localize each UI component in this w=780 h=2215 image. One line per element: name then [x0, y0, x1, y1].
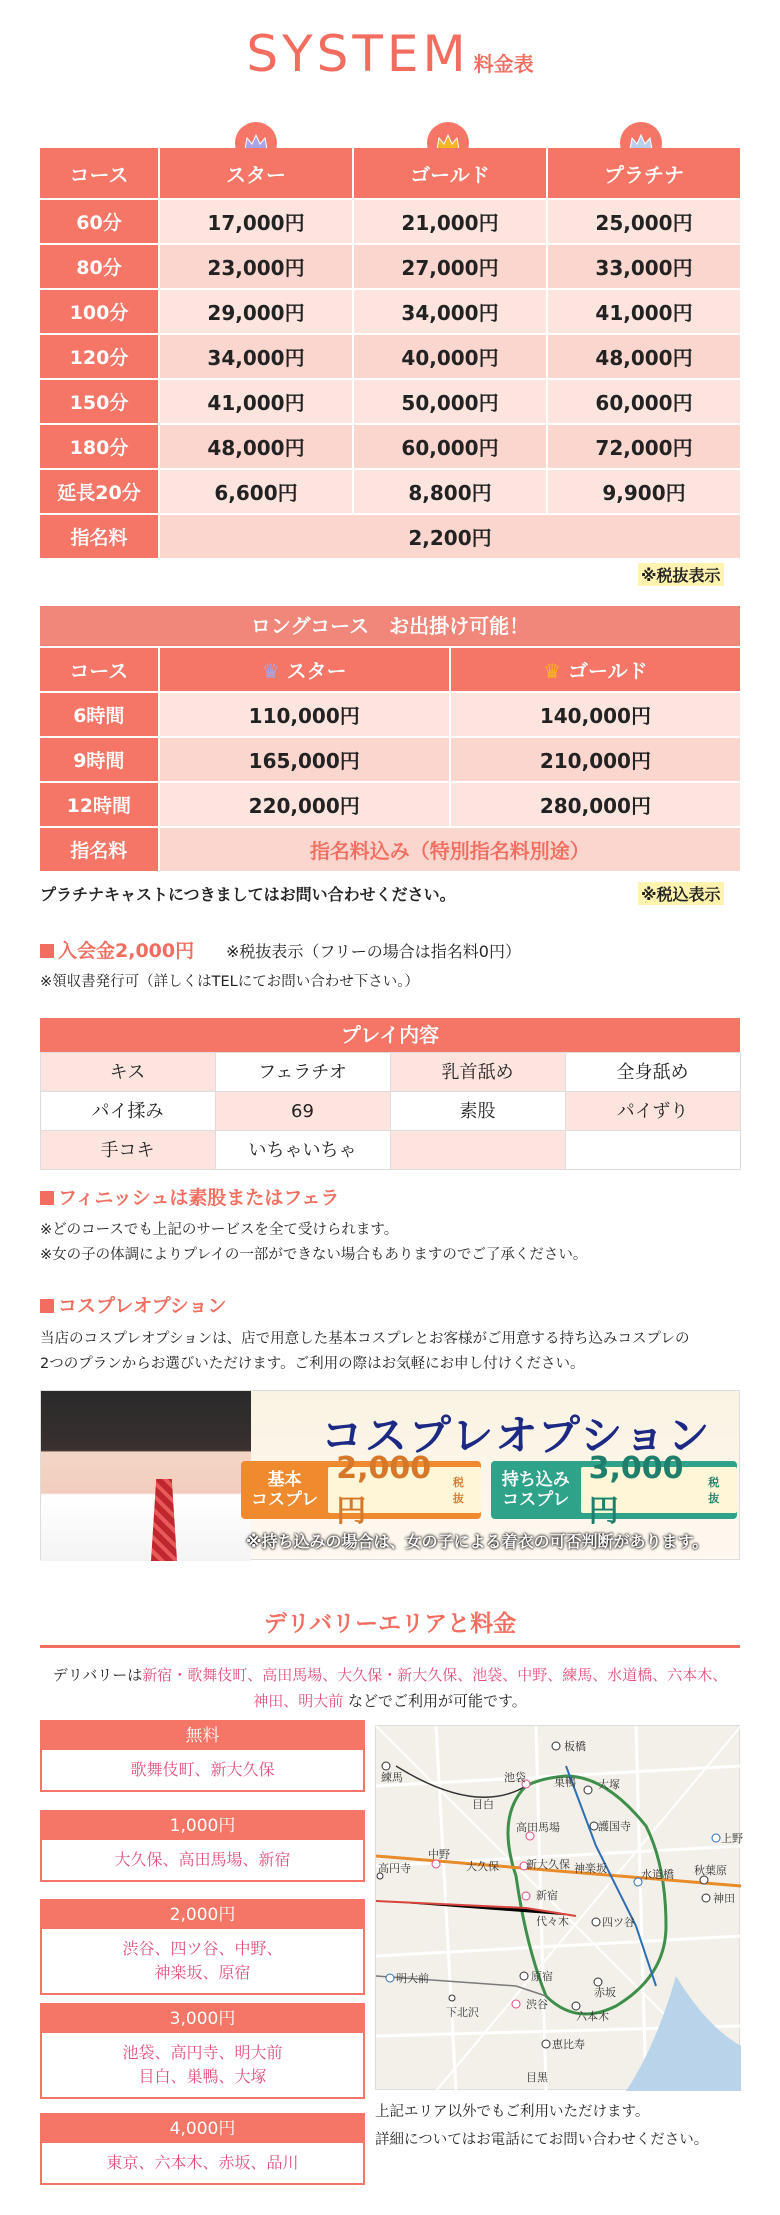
- price-cell: 23,000円: [160, 245, 352, 288]
- table-row: [40, 335, 740, 378]
- zone-area-line: 渋谷、四ツ谷、中野、: [122, 1939, 283, 1958]
- map-label: 渋谷: [526, 1998, 548, 2011]
- delivery-divider: [40, 1645, 740, 1648]
- cosplay-heading: [40, 1291, 227, 1318]
- price-cell: 72,000円: [548, 425, 740, 468]
- zone-free: [40, 1720, 365, 1792]
- zone-areas: [42, 2143, 363, 2183]
- finish-note-1: ※どのコースでも上記のサービスを全て受けられます。: [40, 1222, 399, 1238]
- map-label: 神楽坂: [574, 1862, 607, 1875]
- header-course: コース: [40, 148, 158, 198]
- map-label: 神田: [713, 1892, 735, 1905]
- price-cell: 29,000円: [160, 290, 352, 333]
- map-label: 代々木: [536, 1915, 569, 1928]
- zone-area-line: 池袋、高円寺、明大前: [122, 2043, 283, 2062]
- receipt-note: ※領収書発行可（詳しくはTELにてお問い合わせ下さい。）: [40, 974, 419, 990]
- map-label: 新大久保: [526, 1858, 570, 1871]
- nomination-value: 2,200円: [160, 515, 740, 558]
- desc-areas-2: 神田、明大前: [253, 1692, 344, 1710]
- price-cell: 60,000円: [548, 380, 740, 423]
- map-note-1: 上記エリア以外でもご利用いただけます。: [375, 2104, 650, 2120]
- map-label: 目黒: [526, 2071, 548, 2084]
- zone-areas: [42, 1840, 363, 1880]
- zone-area-line: 大久保、高田馬場、新宿: [114, 1850, 291, 1869]
- cosplay-desc-2: 2つのプランからお選びいただけます。ご利用の際はお気軽にお申し付けください。: [40, 1356, 585, 1372]
- table-row: [40, 470, 740, 513]
- price-cell: 33,000円: [548, 245, 740, 288]
- zone-fee: 1,000円: [42, 1812, 363, 1840]
- table-row: [40, 515, 740, 558]
- map-label: 護国寺: [598, 1820, 631, 1833]
- price-cell: 210,000円: [451, 738, 740, 781]
- play-item: フェラチオ: [215, 1052, 391, 1092]
- price-cell: 6,600円: [160, 470, 352, 513]
- desc-prefix: デリバリーは: [52, 1666, 143, 1684]
- price-cell: 165,000円: [160, 738, 449, 781]
- map-label: 四ツ谷: [602, 1916, 635, 1929]
- price-cell: 50,000円: [354, 380, 546, 423]
- basic-cosplay-box: [241, 1450, 481, 1529]
- map-label: 中野: [428, 1848, 450, 1861]
- admission-fee: 入会金2,000円: [58, 940, 195, 962]
- desc-suffix: などでご利用が可能です。: [343, 1692, 527, 1710]
- zone-area-line: 歌舞伎町、新大久保: [130, 1760, 275, 1779]
- zone-area-line: 神楽坂、原宿: [154, 1963, 251, 1982]
- cosplay-text: コスプレオプション: [58, 1295, 227, 1317]
- row-label: 120分: [40, 335, 158, 378]
- map-label: 大塚: [598, 1778, 620, 1791]
- play-title: プレイ内容: [40, 1018, 740, 1052]
- zone-fee: 2,000円: [42, 1901, 363, 1929]
- nomination-label: 指名料: [40, 515, 158, 558]
- price-table: [38, 146, 742, 560]
- play-item: 手コキ: [40, 1130, 216, 1170]
- basic-tax-mark: 税抜: [452, 1476, 464, 1505]
- map-label: 明大前: [396, 1972, 429, 1985]
- play-item: 乳首舐め: [390, 1052, 566, 1092]
- map-label: 練馬: [381, 1771, 403, 1784]
- delivery-title: デリバリーエリアと料金: [263, 1611, 517, 1637]
- admission-detail: ※税抜表示（フリーの場合は指名料0円）: [226, 942, 521, 961]
- price-cell: 40,000円: [354, 335, 546, 378]
- price-cell: 8,800円: [354, 470, 546, 513]
- bring-label-2: コスプレ: [502, 1490, 570, 1510]
- header-platinum: プラチナ: [548, 148, 740, 198]
- play-item: パイ揉み: [40, 1091, 216, 1131]
- zone-areas: [42, 2033, 363, 2097]
- platinum-note: プラチナキャストにつきましてはお問い合わせください。: [40, 885, 456, 904]
- nomination-label: 指名料: [40, 828, 158, 871]
- play-item: [390, 1130, 566, 1170]
- bring-label-1: 持ち込み: [501, 1470, 570, 1490]
- header-star: [160, 648, 449, 691]
- map-svg: [376, 1726, 741, 2091]
- map-label: 大久保: [466, 1860, 499, 1873]
- square-bullet-icon: [40, 1299, 54, 1313]
- table-row: [40, 783, 740, 826]
- zone-fee: 4,000円: [42, 2115, 363, 2143]
- map-label: 高円寺: [378, 1862, 411, 1875]
- map-label: 原宿: [531, 1970, 553, 1983]
- zone-fee: 無料: [42, 1722, 363, 1750]
- table-row: [40, 380, 740, 423]
- map-label: 水道橋: [641, 1868, 674, 1881]
- tax-excluded-note: ※税抜表示: [638, 563, 724, 586]
- table-row: [40, 738, 740, 781]
- map-label: 秋葉原: [694, 1864, 727, 1877]
- price-cell: 110,000円: [160, 693, 449, 736]
- map-label: 赤坂: [594, 1986, 616, 1999]
- square-bullet-icon: [40, 944, 54, 958]
- title-main: SYSTEM: [246, 25, 470, 83]
- finish-text: フィニッシュは素股またはフェラ: [58, 1187, 340, 1209]
- nomination-value: 指名料込み（特別指名料別途）: [160, 828, 740, 871]
- star-crown-icon: ♛: [261, 659, 280, 683]
- price-cell: 41,000円: [160, 380, 352, 423]
- table-row: [40, 693, 740, 736]
- banner-title: コスプレオプション: [321, 1411, 712, 1460]
- play-item: キス: [40, 1052, 216, 1092]
- basic-price-value: 2,000円: [336, 1450, 432, 1529]
- map-label: 巣鴨: [554, 1776, 576, 1789]
- play-grid: [40, 1052, 740, 1169]
- bring-cosplay-box: [491, 1450, 737, 1529]
- bring-price: [581, 1450, 737, 1529]
- price-cell: 48,000円: [548, 335, 740, 378]
- price-cell: 27,000円: [354, 245, 546, 288]
- finish-note-2: ※女の子の体調によりプレイの一部ができない場合もありますのでご了承ください。: [40, 1247, 588, 1263]
- gold-crown-icon: ♛: [543, 659, 562, 683]
- zone-areas: [42, 1929, 363, 1993]
- map-label: 高田馬場: [516, 1821, 560, 1834]
- price-cell: 34,000円: [354, 290, 546, 333]
- header-star: スター: [160, 148, 352, 198]
- desc-areas-1: 新宿・歌舞伎町、高田馬場、大久保・新大久保、池袋、中野、練馬、水道橋、六本木、: [142, 1666, 728, 1684]
- table-row: [40, 245, 740, 288]
- basic-label-2: コスプレ: [250, 1490, 319, 1510]
- basic-label: [241, 1470, 328, 1510]
- row-label: 100分: [40, 290, 158, 333]
- map-note-2: 詳細についてはお電話にてお問い合わせください。: [375, 2132, 709, 2148]
- zone-1000: [40, 1810, 365, 1882]
- zone-fee: 3,000円: [42, 2005, 363, 2033]
- basic-price: [328, 1450, 481, 1529]
- bring-label: [491, 1470, 581, 1510]
- cosplay-banner[interactable]: [40, 1390, 740, 1560]
- cosplay-desc-1: 当店のコスプレオプションは、店で用意した基本コスプレとお客様がご用意する持ち込みコスプレの: [40, 1331, 690, 1347]
- table-row: [40, 828, 740, 871]
- zone-3000: [40, 2003, 365, 2099]
- table-row: [40, 425, 740, 468]
- square-bullet-icon: [40, 1191, 54, 1205]
- price-cell: 220,000円: [160, 783, 449, 826]
- banner-footnote: ※持ち込みの場合は、女の子による着衣の可否判断があります。: [246, 1532, 709, 1551]
- price-cell: 9,900円: [548, 470, 740, 513]
- header-gold: ゴールド: [354, 148, 546, 198]
- tax-included-note: ※税込表示: [638, 882, 724, 905]
- row-label: 12時間: [40, 783, 158, 826]
- price-cell: 140,000円: [451, 693, 740, 736]
- bring-price-value: 3,000円: [588, 1450, 684, 1529]
- map-label: 上野: [721, 1832, 743, 1845]
- map-label: 六本木: [576, 2010, 609, 2023]
- model-photo: [41, 1391, 251, 1561]
- table-row: [40, 290, 740, 333]
- long-course-table: [38, 646, 742, 873]
- map-label: 新宿: [536, 1889, 558, 1902]
- price-cell: 41,000円: [548, 290, 740, 333]
- price-cell: 21,000円: [354, 200, 546, 243]
- page-title: [0, 25, 780, 83]
- finish-heading: [40, 1183, 339, 1210]
- play-item: いちゃいちゃ: [215, 1130, 391, 1170]
- map-label: 恵比寿: [552, 2038, 585, 2051]
- bring-tax-mark: 税抜: [708, 1476, 720, 1505]
- header-gold: [451, 648, 740, 691]
- long-course-title: ロングコース お出掛け可能！: [40, 606, 740, 646]
- map-label: 池袋: [504, 1771, 526, 1784]
- title-sub: 料金表: [473, 52, 534, 76]
- row-label: 延長20分: [40, 470, 158, 513]
- zone-area-line: 東京、六本木、赤坂、品川: [106, 2153, 299, 2172]
- zone-4000: [40, 2113, 365, 2185]
- map-label: 目白: [472, 1798, 494, 1811]
- price-cell: 25,000円: [548, 200, 740, 243]
- play-item: [565, 1130, 741, 1170]
- zone-2000: [40, 1899, 365, 1995]
- price-cell: 280,000円: [451, 783, 740, 826]
- row-label: 60分: [40, 200, 158, 243]
- play-item: パイずり: [565, 1091, 741, 1131]
- area-map[interactable]: [375, 1725, 743, 2090]
- header-course: コース: [40, 648, 158, 691]
- row-label: 9時間: [40, 738, 158, 781]
- row-label: 6時間: [40, 693, 158, 736]
- play-item: 素股: [390, 1091, 566, 1131]
- zone-areas: [42, 1750, 363, 1790]
- header-gold-label: ゴールド: [568, 659, 648, 683]
- play-item: 69: [215, 1091, 391, 1131]
- map-label: 下北沢: [446, 2006, 479, 2019]
- play-item: 全身舐め: [565, 1052, 741, 1092]
- row-label: 80分: [40, 245, 158, 288]
- price-cell: 60,000円: [354, 425, 546, 468]
- basic-label-1: 基本: [267, 1470, 302, 1490]
- price-cell: 34,000円: [160, 335, 352, 378]
- price-cell: 48,000円: [160, 425, 352, 468]
- table-row: [40, 200, 740, 243]
- header-star-label: スター: [286, 659, 347, 683]
- row-label: 180分: [40, 425, 158, 468]
- delivery-description: [40, 1662, 740, 1714]
- admission-fee-heading: [40, 936, 194, 963]
- price-cell: 17,000円: [160, 200, 352, 243]
- row-label: 150分: [40, 380, 158, 423]
- zone-area-line: 目白、巣鴨、大塚: [138, 2067, 267, 2086]
- map-label: 板橋: [564, 1740, 586, 1753]
